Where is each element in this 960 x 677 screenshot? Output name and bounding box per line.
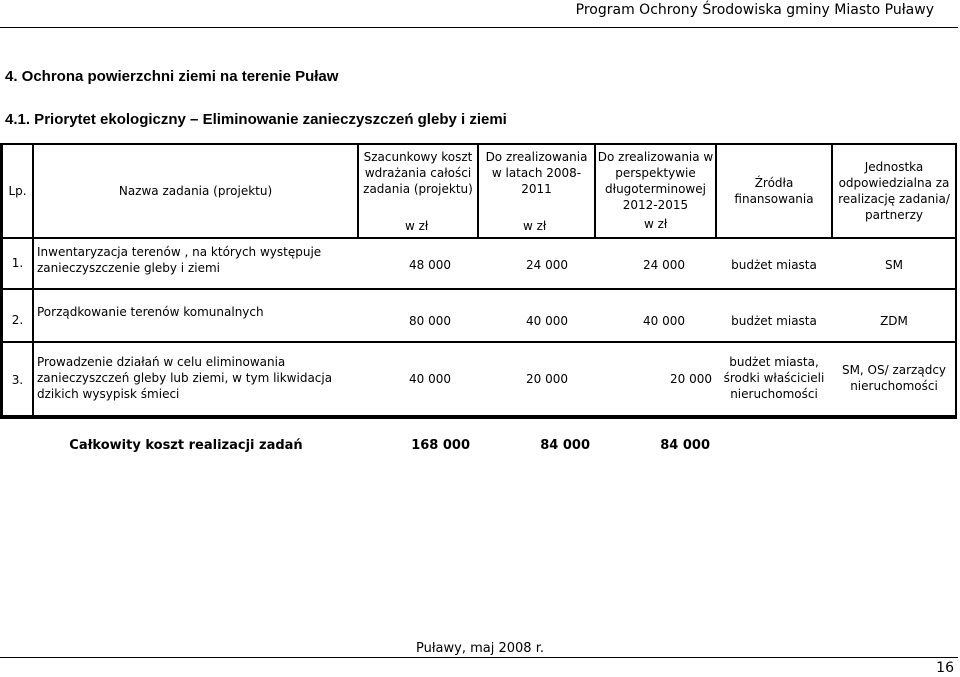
header-divider [0, 27, 958, 28]
row1-border [3, 288, 955, 290]
header-period2: Do zrealizowania w perspektywie długoterminowej 2012-2015 [597, 150, 714, 212]
row2-cost: 80 000 [409, 314, 451, 328]
row1-period2: 24 000 [643, 258, 685, 272]
header-sources: Źródła finansowania [734, 176, 814, 206]
budget-table [0, 143, 957, 419]
row3-responsible: SM, OS/ zarządcy nieruchomości [841, 363, 947, 393]
row1-cost: 48 000 [409, 258, 451, 272]
header-name: Nazwa zadania (projektu) [118, 184, 273, 198]
header-cost-unit: w zł [405, 219, 429, 233]
header-cost: Szacunkowy koszt wdrażania całości zadania (projektu) [363, 150, 473, 196]
row1-lp: 1. [11, 256, 24, 270]
row3-period2: 20 000 [670, 372, 712, 386]
page-number: 16 [936, 660, 954, 676]
row2-name: Porządkowanie terenów komunalnych [37, 305, 264, 319]
row3-border [3, 415, 955, 417]
row3-cost: 40 000 [409, 372, 451, 386]
subsection-title: 4.1. Priorytet ekologiczny – Eliminowanie zanieczyszczeń gleby i ziemi [5, 111, 507, 128]
total-period2: 84 000 [660, 438, 710, 453]
header-lp: Lp. [8, 184, 27, 198]
header-period1: Do zrealizowania w latach 2008-2011 [485, 150, 588, 196]
section-title: 4. Ochrona powierzchni ziemi na terenie Puław [5, 68, 339, 85]
header-responsible: Jednostka odpowiedzialna za realizację zadania/ partnerzy [838, 160, 950, 222]
row2-responsible: ZDM [880, 314, 908, 328]
row1-period1: 24 000 [526, 258, 568, 272]
row1-responsible: SM [885, 258, 903, 272]
total-label: Całkowity koszt realizacji zadań [69, 438, 303, 453]
document-header-title: Program Ochrony Środowiska gminy Miasto Puławy [575, 2, 934, 18]
footer-divider [0, 657, 958, 658]
row1-sources: budżet miasta [731, 258, 817, 272]
row3-lp: 3. [11, 373, 24, 387]
row3-period1: 20 000 [526, 372, 568, 386]
row2-lp: 2. [11, 313, 24, 327]
total-period1: 84 000 [540, 438, 590, 453]
row1-name: Inwentaryzacja terenów , na których występuje zanieczyszczenie gleby i ziemi [37, 245, 322, 275]
row3-sources: budżet miasta, środki właścicieli nieruchomości [723, 355, 825, 401]
row2-sources: budżet miasta [731, 314, 817, 328]
row2-period2: 40 000 [643, 314, 685, 328]
total-cost: 168 000 [411, 438, 470, 453]
row2-period1: 40 000 [526, 314, 568, 328]
header-period1-unit: w zł [523, 219, 547, 233]
row3-name: Prowadzenie działań w celu eliminowania zanieczyszczeń gleby lub ziemi, w tym likwidacja dzikich wysypisk śmieci [37, 355, 333, 401]
footer-date: Puławy, maj 2008 r. [416, 641, 544, 656]
header-period2-unit: w zł [644, 217, 668, 231]
